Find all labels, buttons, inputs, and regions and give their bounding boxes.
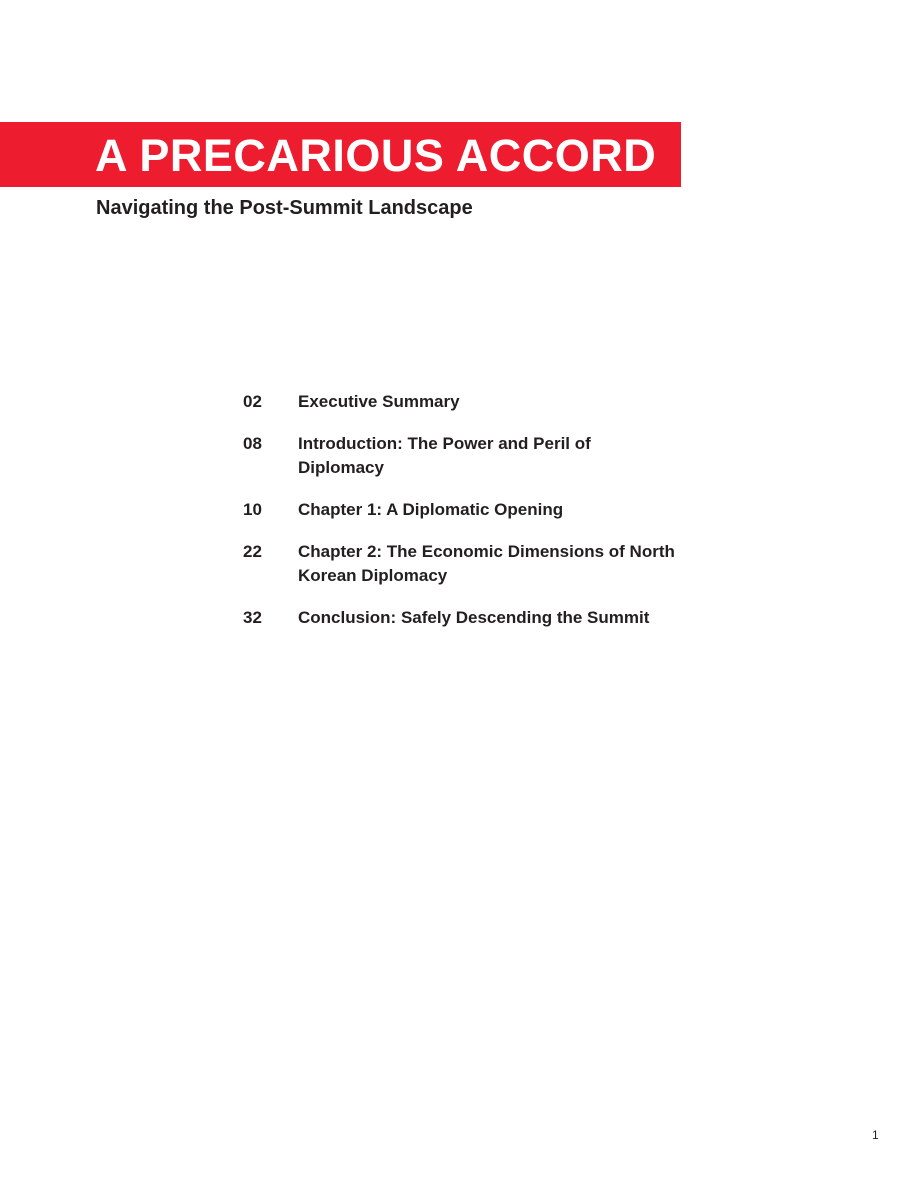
document-title: A PRECARIOUS ACCORD	[95, 130, 657, 181]
toc-entry[interactable]	[243, 540, 713, 588]
toc-entry[interactable]	[243, 606, 713, 630]
toc-page-number: 10	[243, 500, 262, 519]
toc-entry-title: Conclusion: Safely Descending the Summit	[298, 608, 650, 627]
toc-entry[interactable]	[243, 390, 713, 414]
toc-page-number: 22	[243, 542, 262, 561]
toc-page-number: 08	[243, 434, 262, 453]
toc-entry-title: Chapter 1: A Diplomatic Opening	[298, 500, 564, 519]
toc-entry-title: Executive Summary	[298, 392, 460, 411]
toc-entry-title: Chapter 2: The Economic Dimensions of North Korean Diplomacy	[298, 542, 675, 585]
toc-entry-title: Introduction: The Power and Peril of Diplomacy	[298, 434, 591, 477]
toc-entry[interactable]	[243, 498, 713, 522]
title-banner	[0, 122, 681, 187]
page-number: 1	[872, 1128, 879, 1142]
document-subtitle: Navigating the Post-Summit Landscape	[96, 197, 473, 219]
toc-page-number: 32	[243, 608, 262, 627]
table-of-contents	[243, 390, 713, 648]
toc-page-number: 02	[243, 392, 262, 411]
toc-entry[interactable]	[243, 432, 713, 480]
